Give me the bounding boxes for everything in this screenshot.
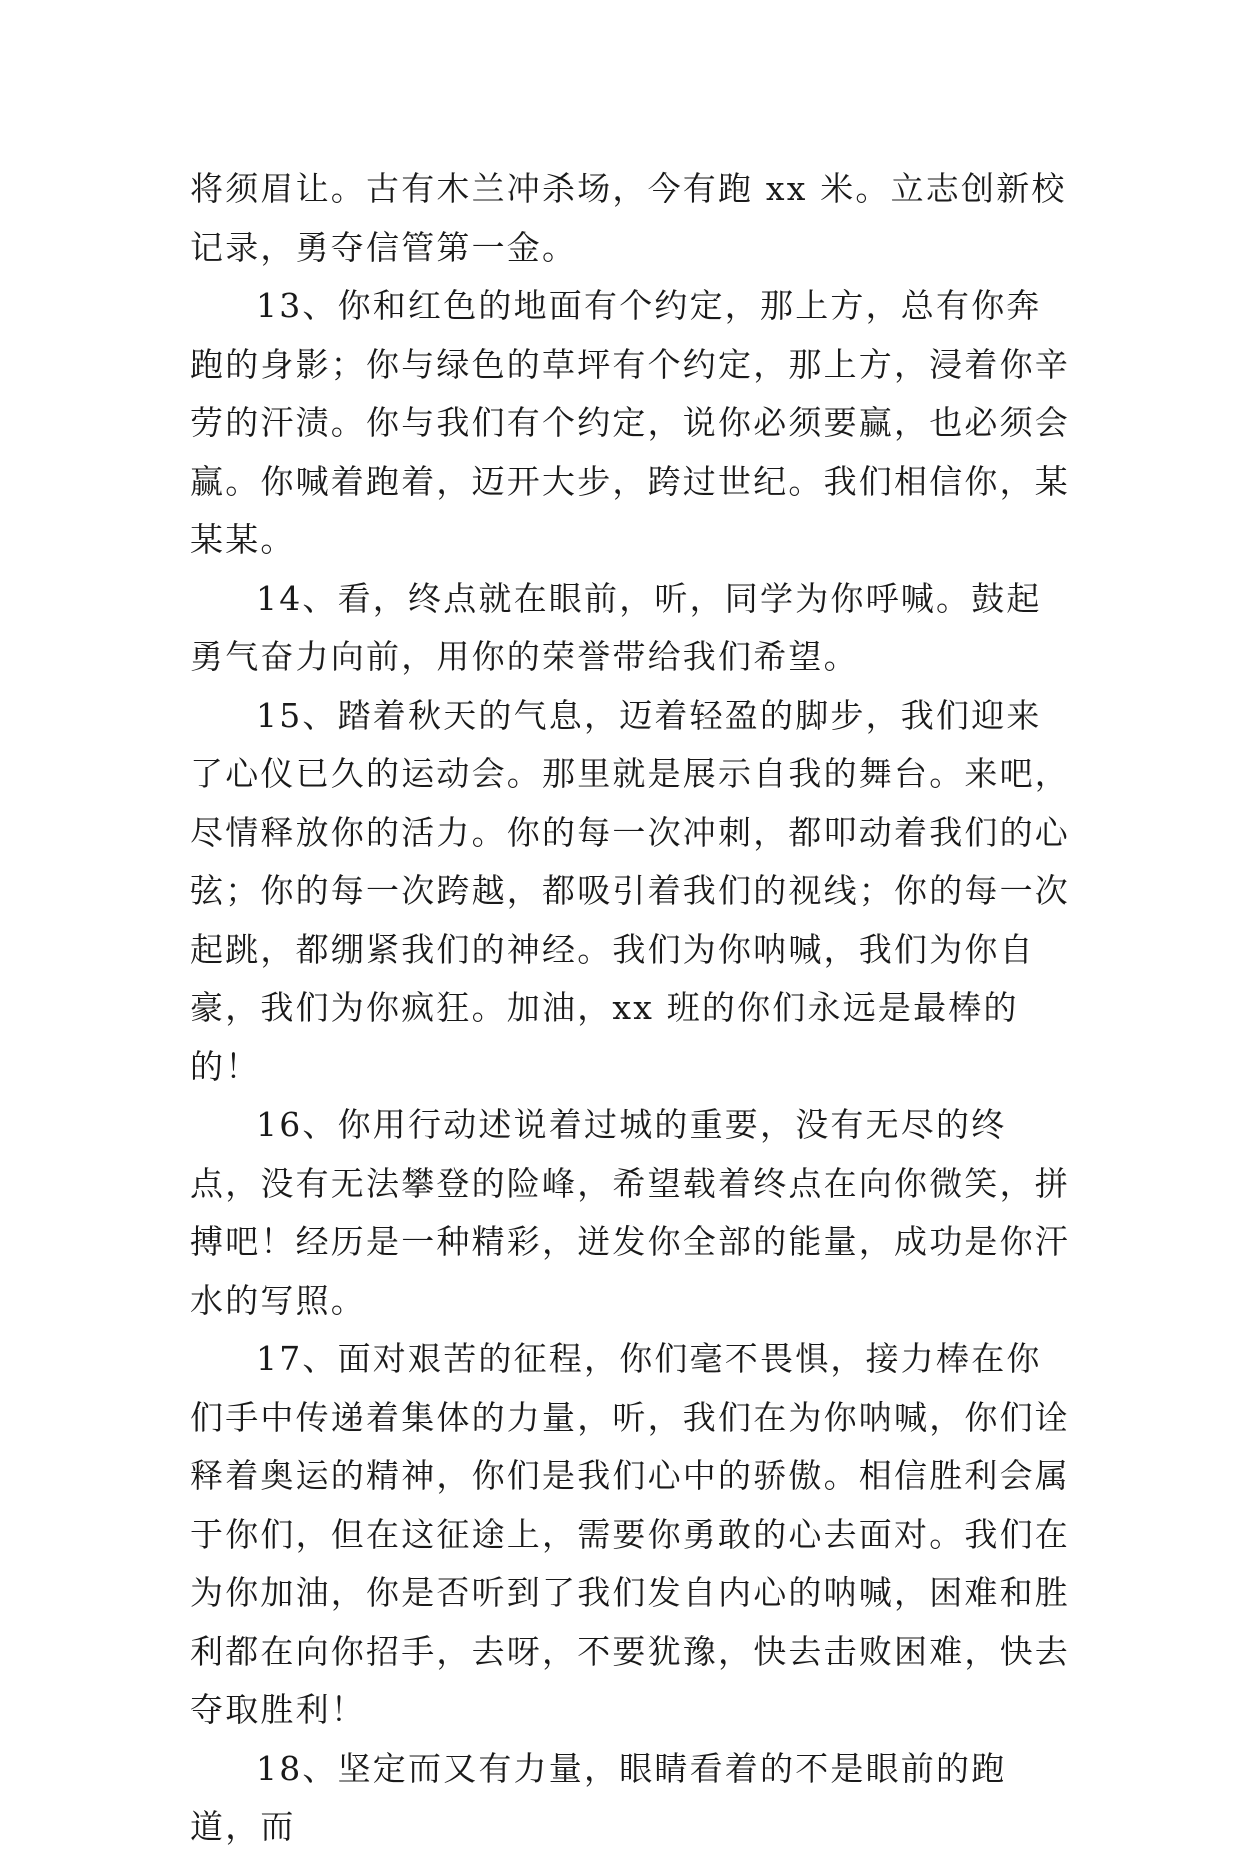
paragraph-continuation: 将须眉让。古有木兰冲杀场，今有跑 xx 米。立志创新校记录，勇夺信管第一金。: [190, 169, 1067, 267]
paragraph-13: 13、你和红色的地面有个约定，那上方，总有你奔跑的身影；你与绿色的草坪有个约定，那上方，浸着你辛劳的汗渍。你与我们有个约定，说你必须要赢，也必须会赢。你喊着跑着，迈开大步，跨过世纪。我们相信你，某某某。: [190, 286, 1070, 559]
paragraph-16: 16、你用行动述说着过城的重要，没有无尽的终点，没有无法攀登的险峰，希望载着终点在向你微笑，拼搏吧！经历是一种精彩，迸发你全部的能量，成功是你汗水的写照。: [190, 1105, 1070, 1320]
paragraph-14: 14、看，终点就在眼前，听，同学为你呼喊。鼓起勇气奋力向前，用你的荣誉带给我们希望。: [190, 578, 1042, 676]
body-text: [190, 160, 1070, 1857]
paragraph-15: 15、踏着秋天的气息，迈着轻盈的脚步，我们迎来了心仪已久的运动会。那里就是展示自我的舞台。来吧，尽情释放你的活力。你的每一次冲刺，都叩动着我们的心弦；你的每一次跨越，都吸引着我们的视线；你的每一次起跳，都绷紧我们的神经。我们为你呐喊，我们为你自豪，我们为你疯狂。加油，xx 班的你们永远是最棒的的！: [190, 695, 1070, 1086]
paragraph-17: 17、面对艰苦的征程，你们毫不畏惧，接力棒在你们手中传递着集体的力量，听，我们在为你呐喊，你们诠释着奥运的精神，你们是我们心中的骄傲。相信胜利会属于你们，但在这征途上，需要你勇敢的心去面对。我们在为你加油，你是否听到了我们发自内心的呐喊，困难和胜利都在向你招手，去呀，不要犹豫，快去击败困难，快去夺取胜利！: [190, 1339, 1070, 1729]
paragraph-18: 18、坚定而又有力量，眼睛看着的不是眼前的跑道，而: [190, 1748, 1007, 1846]
